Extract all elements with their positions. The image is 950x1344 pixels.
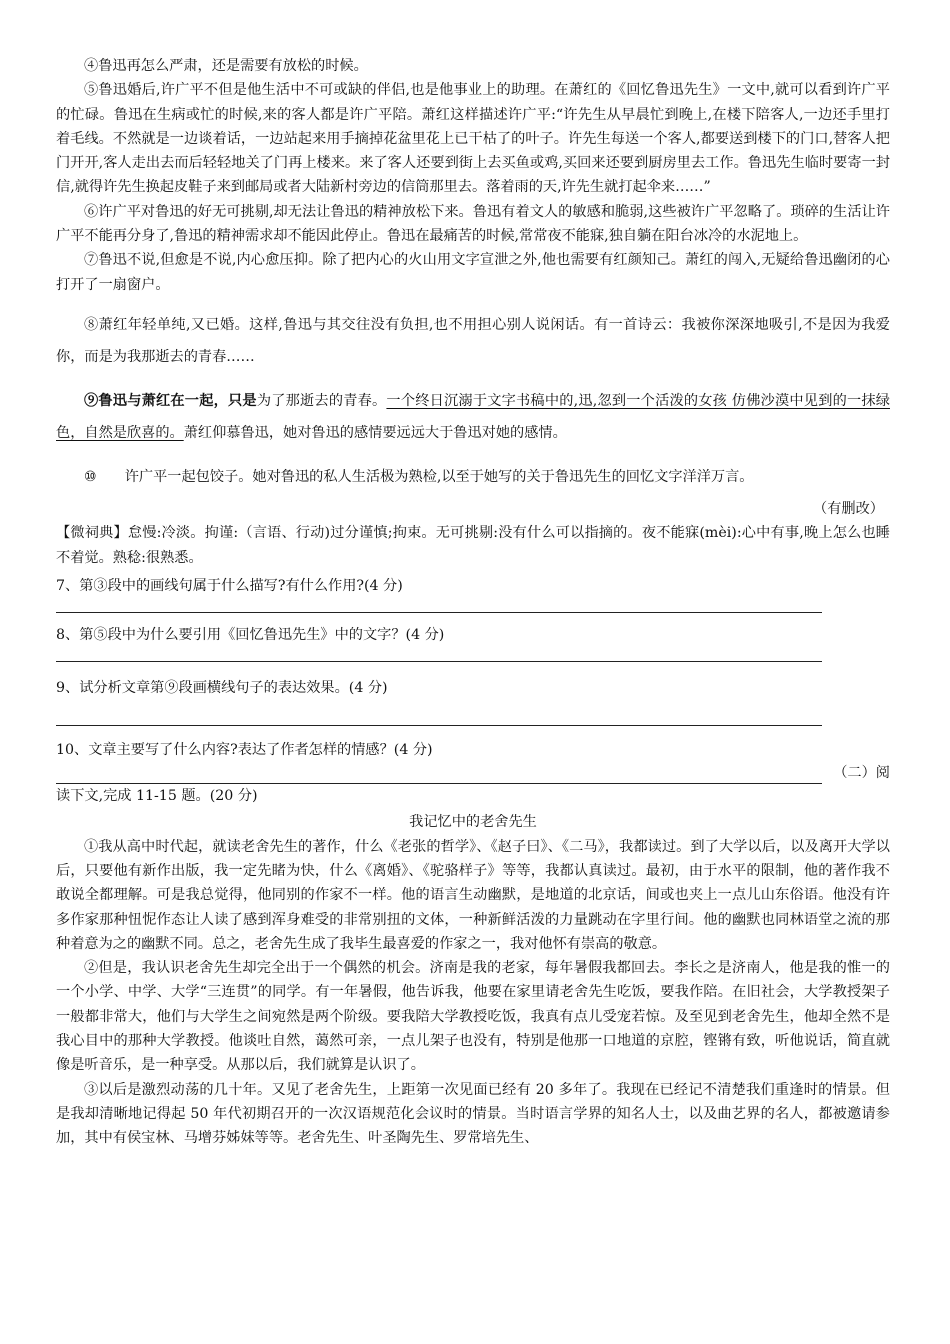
paragraph-6: ⑥许广平对鲁迅的好无可挑剔,却无法让鲁迅的精神放松下来。鲁迅有着文人的敏感和脆弱,这些被许广平忽略了。琐碎的生活让许广平不能再分身了,鲁迅的精神需求却不能因此停止。鲁迅在最痛苦的时候,常常夜不能寐,独自躺在阳台冰冷的水泥地上。 bbox=[56, 203, 890, 245]
document-page bbox=[56, 54, 890, 1151]
article-title: 我记忆中的老舍先生 bbox=[409, 814, 537, 831]
paragraph-7: ⑦鲁迅不说,但愈是不说,内心愈压抑。除了把内心的火山用文字宣泄之外,他也需要有红颜知己。萧红的闯入,无疑给鲁迅幽闭的心打开了一扇窗户。 bbox=[56, 252, 890, 293]
answer-line-7[interactable] bbox=[56, 598, 822, 613]
section-2-heading: 读下文,完成 11-15 题。(20 分) bbox=[56, 788, 258, 805]
paragraph-10-number: ⑩ bbox=[84, 468, 97, 485]
paragraph-8: ⑧萧红年轻单纯,又已婚。这样,鲁迅与其交往没有负担,也不用担心别人说闲话。有一首诗云：我被你深深地吸引,不是因为我爱你，而是为我那逝去的青春…… bbox=[56, 316, 890, 365]
question-7: 7、第③段中的画线句属于什么描写?有什么作用?(4 分) bbox=[56, 577, 403, 594]
answer-line-9[interactable] bbox=[56, 701, 822, 726]
paragraph-4: ④鲁迅再怎么严肃，还是需要有放松的时候。 bbox=[84, 58, 368, 74]
article-paragraph-3: ③以后是激烈动荡的几十年。又见了老舍先生，上距第一次见面已经有 20 多年了。我现在已经记不清楚我们重逢时的情景。但是我却清晰地记得起 50 年代初期召开的一次汉语规范化会议时的情景。当时语言学界的知名人士，以及曲艺界的名人，都被邀请参加，其中有侯宝林、马增芬姊妹等等。老舍先生、叶圣陶先生、罗常培先生、 bbox=[56, 1081, 890, 1147]
glossary: 【微祠典】怠慢:冷淡。拘谨:（言语、行动)过分谨慎;拘束。无可挑剔:没有什么可以指摘的。夜不能寐(mèi):心中有事,晚上怎么也睡不着觉。熟稔:很熟悉。 bbox=[56, 525, 890, 566]
article-paragraph-1: ①我从高中时代起，就读老舍先生的著作，什么《老张的哲学》、《赵子曰》、《二马》，我都读过。到了大学以后，以及离开大学以后，只要他有新作出版，我一定先睹为快，什么《离婚》、《驼骆样子》等等，我都认真读过。最初，由于水平的限制，他的著作我不敢说全都理解。可是我总觉得，他同别的作家不一样。他的语言生动幽默，是地道的北京话，间或也夹上一点儿山东俗语。他没有许多作家那种忸怩作态让人读了感到浑身难受的非常别扭的文体，一种新鲜活泼的力量跳动在字里行间。他的幽默也同林语堂之流的那种着意为之的幽默不同。总之，老舍先生成了我毕生最喜爱的作家之一，我对他怀有崇高的敬意。 bbox=[56, 838, 890, 952]
paragraph-5: ⑤鲁迅婚后,许广平不但是他生活中不可或缺的伴侣,也是他事业上的助理。在萧红的《回忆鲁迅先生》一文中,就可以看到许广平的忙碌。鲁迅在生病或忙的时候,来的客人都是许广平陪。萧红这样描述许广平:“许先生从早晨忙到晚上,在楼下陪客人,一边还手里打着毛线。不然就是一边谈着话，一边站起来用手摘掉花盆里花上已干枯了的叶子。许先生每送一个客人,都要送到楼下的门口,替客人把门开开,客人走出去而后轻轻地关了门再上楼来。来了客人还要到街上去买鱼或鸡,买回来还要到厨房里去工作。鲁迅先生临时要寄一封信,就得许先生换起皮鞋子来到邮局或者大陆新村旁边的信筒那里去。落着雨的天,许先生就打起伞来……” bbox=[56, 82, 890, 196]
answer-line-8[interactable] bbox=[56, 647, 822, 662]
section-2-heading-tail: （二）阅 bbox=[833, 765, 890, 782]
paragraph-9-text-b: 萧红仰慕鲁迅，她对鲁迅的感情要远远大于鲁迅对她的感情。 bbox=[183, 424, 567, 441]
paragraph-9-bold: ⑨鲁迅与萧红在一起，只是 bbox=[84, 392, 257, 409]
paragraph-10-text: 许广平一起包饺子。她对鲁迅的私人生活极为熟检,以至于她写的关于鲁迅先生的回忆文字洋洋万言。 bbox=[124, 468, 754, 485]
source-note: （有删改） bbox=[813, 500, 884, 517]
paragraph-9-text-a: 为了那逝去的青春。 bbox=[256, 392, 387, 409]
question-10: 10、文章主要写了什么内容?表达了作者怎样的情感？(4 分) bbox=[56, 741, 433, 758]
question-8: 8、第⑤段中为什么要引用《回忆鲁迅先生》中的文字？(4 分) bbox=[56, 627, 445, 644]
answer-line-10-row bbox=[56, 762, 890, 784]
article-paragraph-2: ②但是，我认识老舍先生却完全出于一个偶然的机会。济南是我的老家，每年暑假我都回去。李长之是济南人，他是我的惟一的一个小学、中学、大学“三连贯”的同学。有一年暑假，他告诉我，他要在家里请老舍先生吃饭，要我作陪。在旧社会，大学教授架子一般都非常大，他们与大学生之间宛然是两个阶级。要我陪大学教授吃饭，我真有点儿受宠若惊。及至见到老舍先生，他却全然不是我心目中的那种大学教授。他谈吐自然，蔼然可亲，一点儿架子也没有，特别是他那一口地道的京腔，铿锵有致，听他说话，简直就像是听音乐，是一种享受。从那以后，我们就算是认识了。 bbox=[56, 960, 890, 1074]
paragraph-10 bbox=[56, 461, 890, 493]
question-9: 9、试分析文章第⑨段画横线句子的表达效果。(4 分) bbox=[56, 680, 388, 697]
paragraph-9 bbox=[56, 385, 890, 449]
answer-line-10[interactable] bbox=[56, 763, 822, 784]
paragraph-9-underlined-sentence: 一个终日沉溺于文字书稿中的,迅,忽到一个活泼的女孩 仿佛沙漠中见到的一抹绿色，自然是欣喜的。 bbox=[56, 392, 890, 441]
